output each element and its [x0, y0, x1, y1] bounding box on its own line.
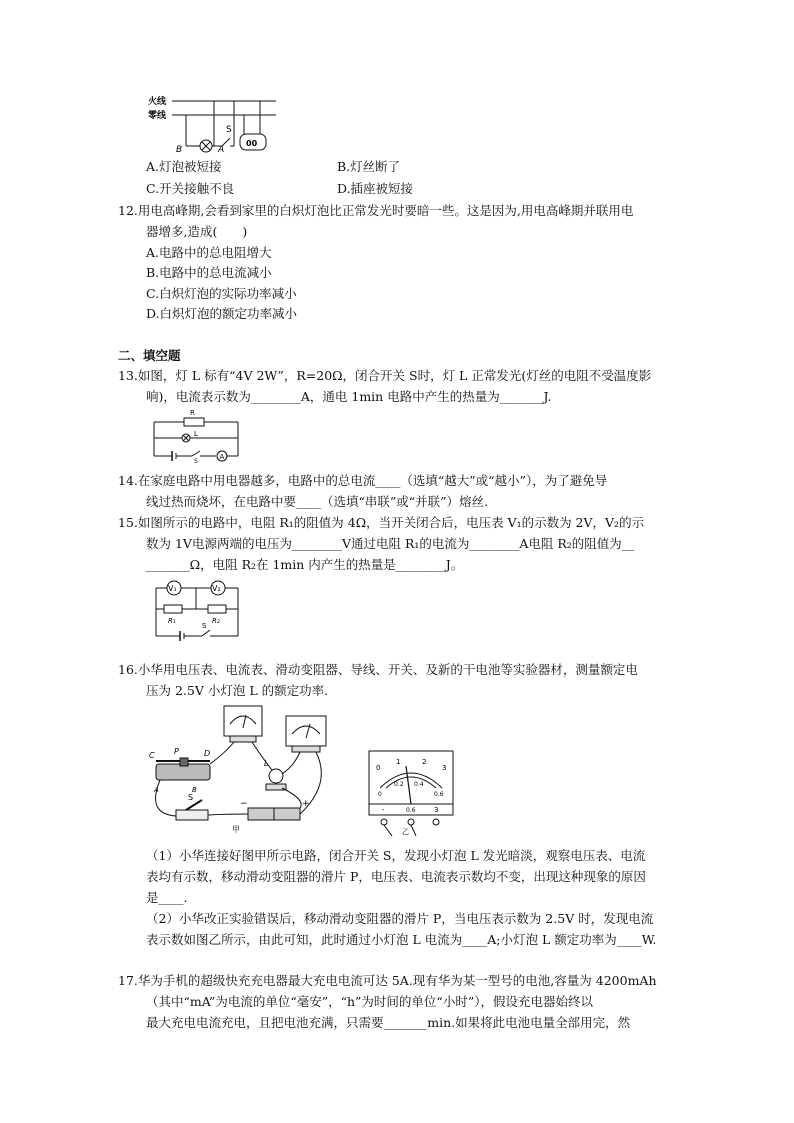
q13-line2: 响)，电流表示数为________A，通电 1min 电路中产生的热量为_______J.	[146, 389, 552, 404]
dial-bottom-tick-0: 0	[378, 791, 382, 798]
terminal-0-6-label: 0.6	[406, 807, 416, 814]
q11-option-a: A.灯泡被短接	[146, 159, 222, 174]
rheostat-b-label: B	[192, 786, 197, 794]
q12-option-b: B.电路中的总电流减小	[146, 265, 272, 280]
q14-line2: 线过热而烧坏，在电路中要____（选填“串联”或“并联”）熔丝.	[146, 494, 489, 509]
live-wire-label: 火线	[148, 97, 167, 107]
q11-option-d: D.插座被短接	[337, 181, 414, 196]
terminal-b-label: B	[176, 145, 183, 154]
battery-plus-label: +	[302, 799, 310, 809]
dial-bottom-tick-2: 0.4	[414, 781, 424, 788]
resistor-r1-label: R₁	[168, 617, 176, 625]
switch-s-label: S	[202, 622, 207, 630]
terminal-a-label: A	[218, 145, 225, 154]
q11-household-circuit-figure	[148, 94, 278, 154]
lamp-l-label: L	[194, 430, 198, 438]
terminal-3-label: 3	[434, 806, 439, 814]
q16-sub1-line1: （1）小华连接好图甲所示电路，闭合开关 S，发现小灯泡 L 发光暗淡，观察电压表、电流	[146, 848, 646, 863]
rheostat-a-label: A	[154, 786, 159, 794]
voltmeter-v1-label: V₁	[168, 584, 177, 593]
dial-top-tick-0: 0	[376, 764, 381, 772]
q17-line3: 最大充电电流充电，且把电池充满，只需要_______min.如果将此电池电量全部用完，然	[146, 1015, 631, 1030]
resistor-r2-label: R₂	[212, 617, 220, 625]
neutral-wire-label: 零线	[148, 111, 167, 121]
switch-s-label: S	[194, 458, 198, 464]
q11-option-b: B.灯丝断了	[337, 159, 401, 174]
figure-yi-caption: 乙	[402, 828, 409, 836]
q16-line1: 16.小华用电压表、电流表、滑动变阻器、导线、开关、及新的干电池等实验器材，测量额定电	[118, 662, 638, 677]
lamp-l-label: L	[264, 759, 269, 768]
q16-sub2-line1: （2）小华改正实验错误后，移动滑动变阻器的滑片 P，当电压表示数为 2.5V 时，发现电流	[146, 911, 654, 926]
dial-top-tick-3: 3	[442, 764, 447, 772]
dial-top-tick-2: 2	[422, 758, 427, 766]
q15-line3: _______Ω，电阻 R₂在 1min 内产生的热量是________J。	[146, 557, 464, 572]
q13-line1: 13.如图，灯 L 标有“4V 2W”，R=20Ω，闭合开关 S时，灯 L 正常发光(灯丝的电阻不受温度影	[118, 368, 652, 383]
figure-jia-caption: 甲	[232, 825, 240, 834]
dial-bottom-tick-1: 0.2	[394, 781, 404, 788]
q12-option-d: D.白炽灯泡的额定功率减小	[146, 306, 298, 321]
section-title-fill-in: 二、填空题	[118, 348, 181, 363]
rheostat-d-label: D	[204, 749, 211, 758]
switch-s-label: S	[188, 793, 194, 802]
rheostat-p-label: P	[174, 747, 179, 756]
resistor-r-label: R	[190, 409, 195, 417]
q13-circuit-figure	[150, 408, 242, 464]
rheostat-c-label: C	[149, 751, 155, 760]
ammeter-icon	[224, 706, 262, 736]
q12-stem-line1: 12.用电高峰期,会看到家里的白炽灯泡比正常发光时要暗一些。这是因为,用电高峰期并联用电	[118, 203, 634, 218]
voltmeter-v2-label: V₂	[212, 584, 221, 593]
q16-figure-jia	[146, 704, 354, 836]
q15-line1: 15.如图所示的电路中，电阻 R₁的阻值为 4Ω，当开关闭合后，电压表 V₁的示数为 2V，V₂的示	[118, 515, 645, 530]
dial-bottom-tick-3: 0.6	[434, 791, 444, 798]
resistor-r2-icon	[208, 605, 226, 613]
q16-sub1-line3: 是____.	[146, 890, 188, 905]
switch-icon	[176, 810, 208, 820]
voltmeter-icon	[286, 716, 326, 746]
q17-line1: 17.华为手机的超级快充充电器最大充电电流可达 5A.现有华为某一型号的电池,容量为 4200mAh	[118, 973, 657, 988]
terminal-minus-label: -	[382, 806, 385, 814]
q15-circuit-figure	[150, 576, 244, 644]
q16-line2: 压为 2.5V 小灯泡 L 的额定功率.	[146, 683, 329, 698]
q16-sub2-line2: 表示数如图乙所示，由此可知，此时通过小灯泡 L 电流为____A;小灯泡 L 额定功率为____W.	[146, 932, 657, 947]
battery-minus-label: −	[240, 799, 248, 809]
q11-option-c: C.开关接触不良	[146, 181, 235, 196]
q15-line2: 数为 1V电源两端的电压为________V通过电阻 R₁的电流为________A电阻 R₂的阻值为__	[146, 536, 635, 551]
switch-s-label: S	[226, 125, 232, 135]
lamp-icon	[269, 769, 283, 783]
dial-top-tick-1: 1	[396, 758, 401, 766]
q17-line2: （其中“mA”为电流的单位“毫安”，“h”为时间的单位“小时”），假设充电器始终以	[146, 994, 593, 1009]
q12-option-c: C.白炽灯泡的实际功率减小	[146, 286, 297, 301]
q12-stem-line2: 器增多,造成( )	[146, 224, 248, 239]
q12-option-a: A.电路中的总电阻增大	[146, 245, 272, 260]
ammeter-label: A	[219, 453, 225, 461]
q16-sub1-line2: 表均有示数，移动滑动变阻器的滑片 P，电压表、电流表示数均不变，出现这种现象的原因	[146, 869, 646, 884]
socket-label: 00	[246, 139, 258, 148]
q14-line1: 14.在家庭电路中用电器越多，电路中的总电流____（选填“越大”或“越小”），为了避免导	[118, 473, 608, 488]
resistor-r1-icon	[164, 605, 182, 613]
q16-figure-yi-ammeter-dial	[368, 750, 454, 836]
resistor-r-icon	[184, 418, 204, 426]
